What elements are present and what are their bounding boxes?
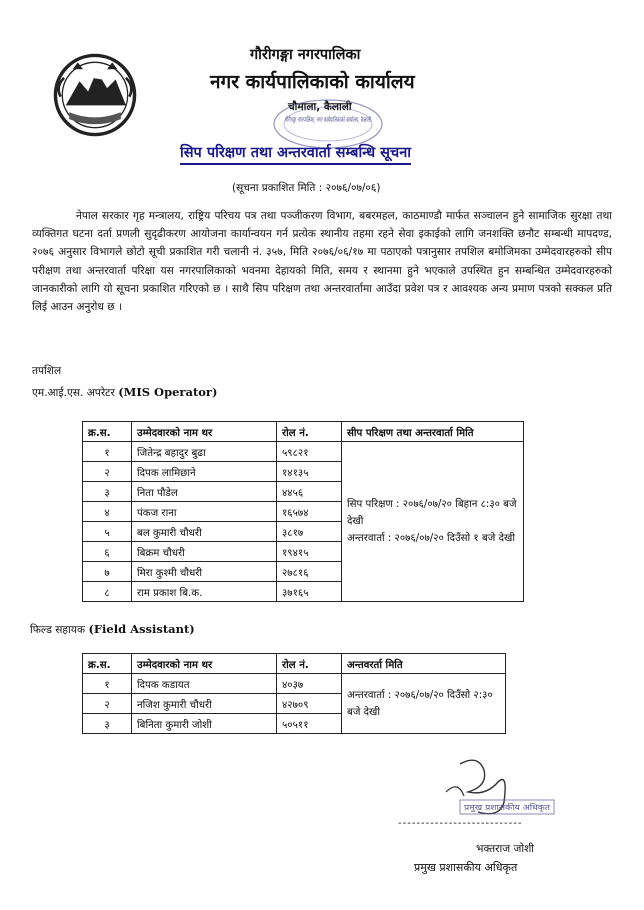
mis-section-label xyxy=(32,385,217,400)
field-schedule-cell xyxy=(342,674,506,734)
col-schedule: सीप परिक्षण तथा अन्तरवार्ता मिति xyxy=(342,422,524,442)
mis-label-np: एम.आई.एस. अपरेटर xyxy=(32,387,115,399)
signature-icon xyxy=(438,752,558,822)
cell-roll: १९४१५ xyxy=(277,542,342,562)
table-row xyxy=(83,674,506,694)
cell-sn: ५ xyxy=(83,522,132,542)
cell-roll: २७८१६ xyxy=(277,562,342,582)
signature-stamp-text: प्रमुख प्रशासकीय अधिकृत xyxy=(464,803,540,812)
cell-name: जितेन्द्र बहादुर बुढा xyxy=(132,442,277,462)
cell-sn: १ xyxy=(83,674,132,694)
mis-skill-schedule: सिप परिक्षण : २०७६/०७/२० बिहान ८:३० बजे देखी xyxy=(347,499,517,527)
cell-name: दिपक कडायत xyxy=(132,674,277,694)
cell-roll: ५०५११ xyxy=(277,714,342,734)
mis-label-en: (MIS Operator) xyxy=(118,385,218,399)
signature-line: --------------------------- xyxy=(398,818,523,829)
signer-name: भक्तराज जोशी xyxy=(476,843,535,855)
cell-roll: १६५७४ xyxy=(277,502,342,522)
mis-interview-schedule: अन्तरवार्ता : २०७६/०७/२० दिउँसो १ बजे देखी xyxy=(347,533,515,544)
notice-title: सिप परिक्षण तथा अन्तरवार्ता सम्बन्धि सूचना xyxy=(180,142,411,165)
cell-roll: ५९८२१ xyxy=(277,442,342,462)
field-table xyxy=(82,653,506,734)
col-sn: क्र.स. xyxy=(83,422,132,442)
cell-sn: १ xyxy=(83,442,132,462)
office-name: नगर कार्यपालिकाको कार्यालय xyxy=(210,71,415,93)
table-row xyxy=(83,442,524,462)
municipality-name: गौरीगङ्गा नगरपालिका xyxy=(250,47,361,63)
cell-name: मिरा कुश्मी चौधरी xyxy=(132,562,277,582)
col-roll: रोल नं. xyxy=(277,654,342,674)
cell-name: नजिश कुमारी चौधरी xyxy=(132,694,277,714)
cell-roll: ३८१७ xyxy=(277,522,342,542)
col-name: उम्मेदवारको नाम थर xyxy=(132,654,277,674)
signer-title: प्रमुख प्रशासकीय अधिकृत xyxy=(414,861,518,874)
notice-body: नेपाल सरकार गृह मन्त्रालय, राष्ट्रिय परिचय पत्र तथा पञ्जीकरण विभाग, बबरमहल, काठमाण्डौ मार्फत सञ्चालन हुने सामाजिक सुरक्षा तथा व्यक्तिगत घटना दर्ता प्रणली सुदृढीकरण आयोजना कार्यान्वयन गर्न प्रत्येक स्थानीय तहमा रहने सेवा इकाईको लागि जनशक्ति छनौट सम्बन्धी मापदण्ड, २०७६ अनुसार विभागले छोटो सूची प्रकाशित गरी चलानी नं. ३५७, मिति २०७६/०६/१७ मा पठाएको पत्रानुसार तपशिल बमोजिमका उम्मेदवारहरुको सीप परीक्षण तथा अन्तरवार्ता परिक्षा यस नगरपालिकाको भवनमा देहायको मिति, समय र स्थानमा हुने भएकाले उपस्थित हुन सम्बन्धित उम्मेदवारहरुको जानकारीको लागि यो सूचना प्रकाशित गरिएको छ । साथै सिप परिक्षण तथा अन्तरवार्तामा आउँदा प्रवेश पत्र र आवश्यक अन्य प्रमाण पत्रको सक्कल प्रति लिई आउन अनुरोध छ । xyxy=(32,210,612,314)
cell-sn: ३ xyxy=(83,482,132,502)
col-sn: क्र.स. xyxy=(83,654,132,674)
col-roll: रोल नं. xyxy=(277,422,342,442)
cell-sn: ७ xyxy=(83,562,132,582)
field-label-np: फिल्ड सहायक xyxy=(30,624,86,636)
cell-sn: ३ xyxy=(83,714,132,734)
mis-schedule-cell xyxy=(342,442,524,602)
cell-name: पंकज राना xyxy=(132,502,277,522)
field-section-label xyxy=(30,622,195,637)
cell-name: बिक्रम चौधरी xyxy=(132,542,277,562)
cell-sn: २ xyxy=(83,694,132,714)
cell-sn: ६ xyxy=(83,542,132,562)
field-interview-schedule: अन्तरवार्ता : २०७६/०७/२० दिउँसो २:३० बजे देखी xyxy=(347,689,493,718)
mis-table xyxy=(82,421,524,602)
table-header-row xyxy=(83,422,524,442)
cell-sn: २ xyxy=(83,462,132,482)
cell-roll: ४२७०९ xyxy=(277,694,342,714)
office-location: चौमाला, कैलाली xyxy=(288,101,352,113)
cell-roll: ४४५६ xyxy=(277,482,342,502)
cell-name: राम प्रकाश बि.क. xyxy=(132,582,277,602)
cell-name: बल कुमारी चौधरी xyxy=(132,522,277,542)
cell-name: बिनिता कुमारी जोशी xyxy=(132,714,277,734)
field-label-en: (Field Assistant) xyxy=(88,622,195,636)
cell-roll: ४०३७ xyxy=(277,674,342,694)
publish-date: (सूचना प्रकाशित मिति : २०७६/०७/०६) xyxy=(232,182,381,194)
stamp-text: गौरीगङ्गा नगरपालिका, नगर कार्यपालिकाको कार्यालय, कैलाली xyxy=(285,116,441,124)
nepal-emblem-icon xyxy=(52,52,138,138)
cell-roll: १४१३५ xyxy=(277,462,342,482)
col-schedule: अन्तवरर्ता मिति xyxy=(342,654,506,674)
cell-roll: ३७१६५ xyxy=(277,582,342,602)
cell-name: निता पौडेल xyxy=(132,482,277,502)
cell-sn: ४ xyxy=(83,502,132,522)
col-name: उम्मेदवारको नाम थर xyxy=(132,422,277,442)
cell-sn: ८ xyxy=(83,582,132,602)
cell-name: दिपक लामिछाने xyxy=(132,462,277,482)
table-header-row xyxy=(83,654,506,674)
details-label: तपशिल xyxy=(32,365,62,377)
